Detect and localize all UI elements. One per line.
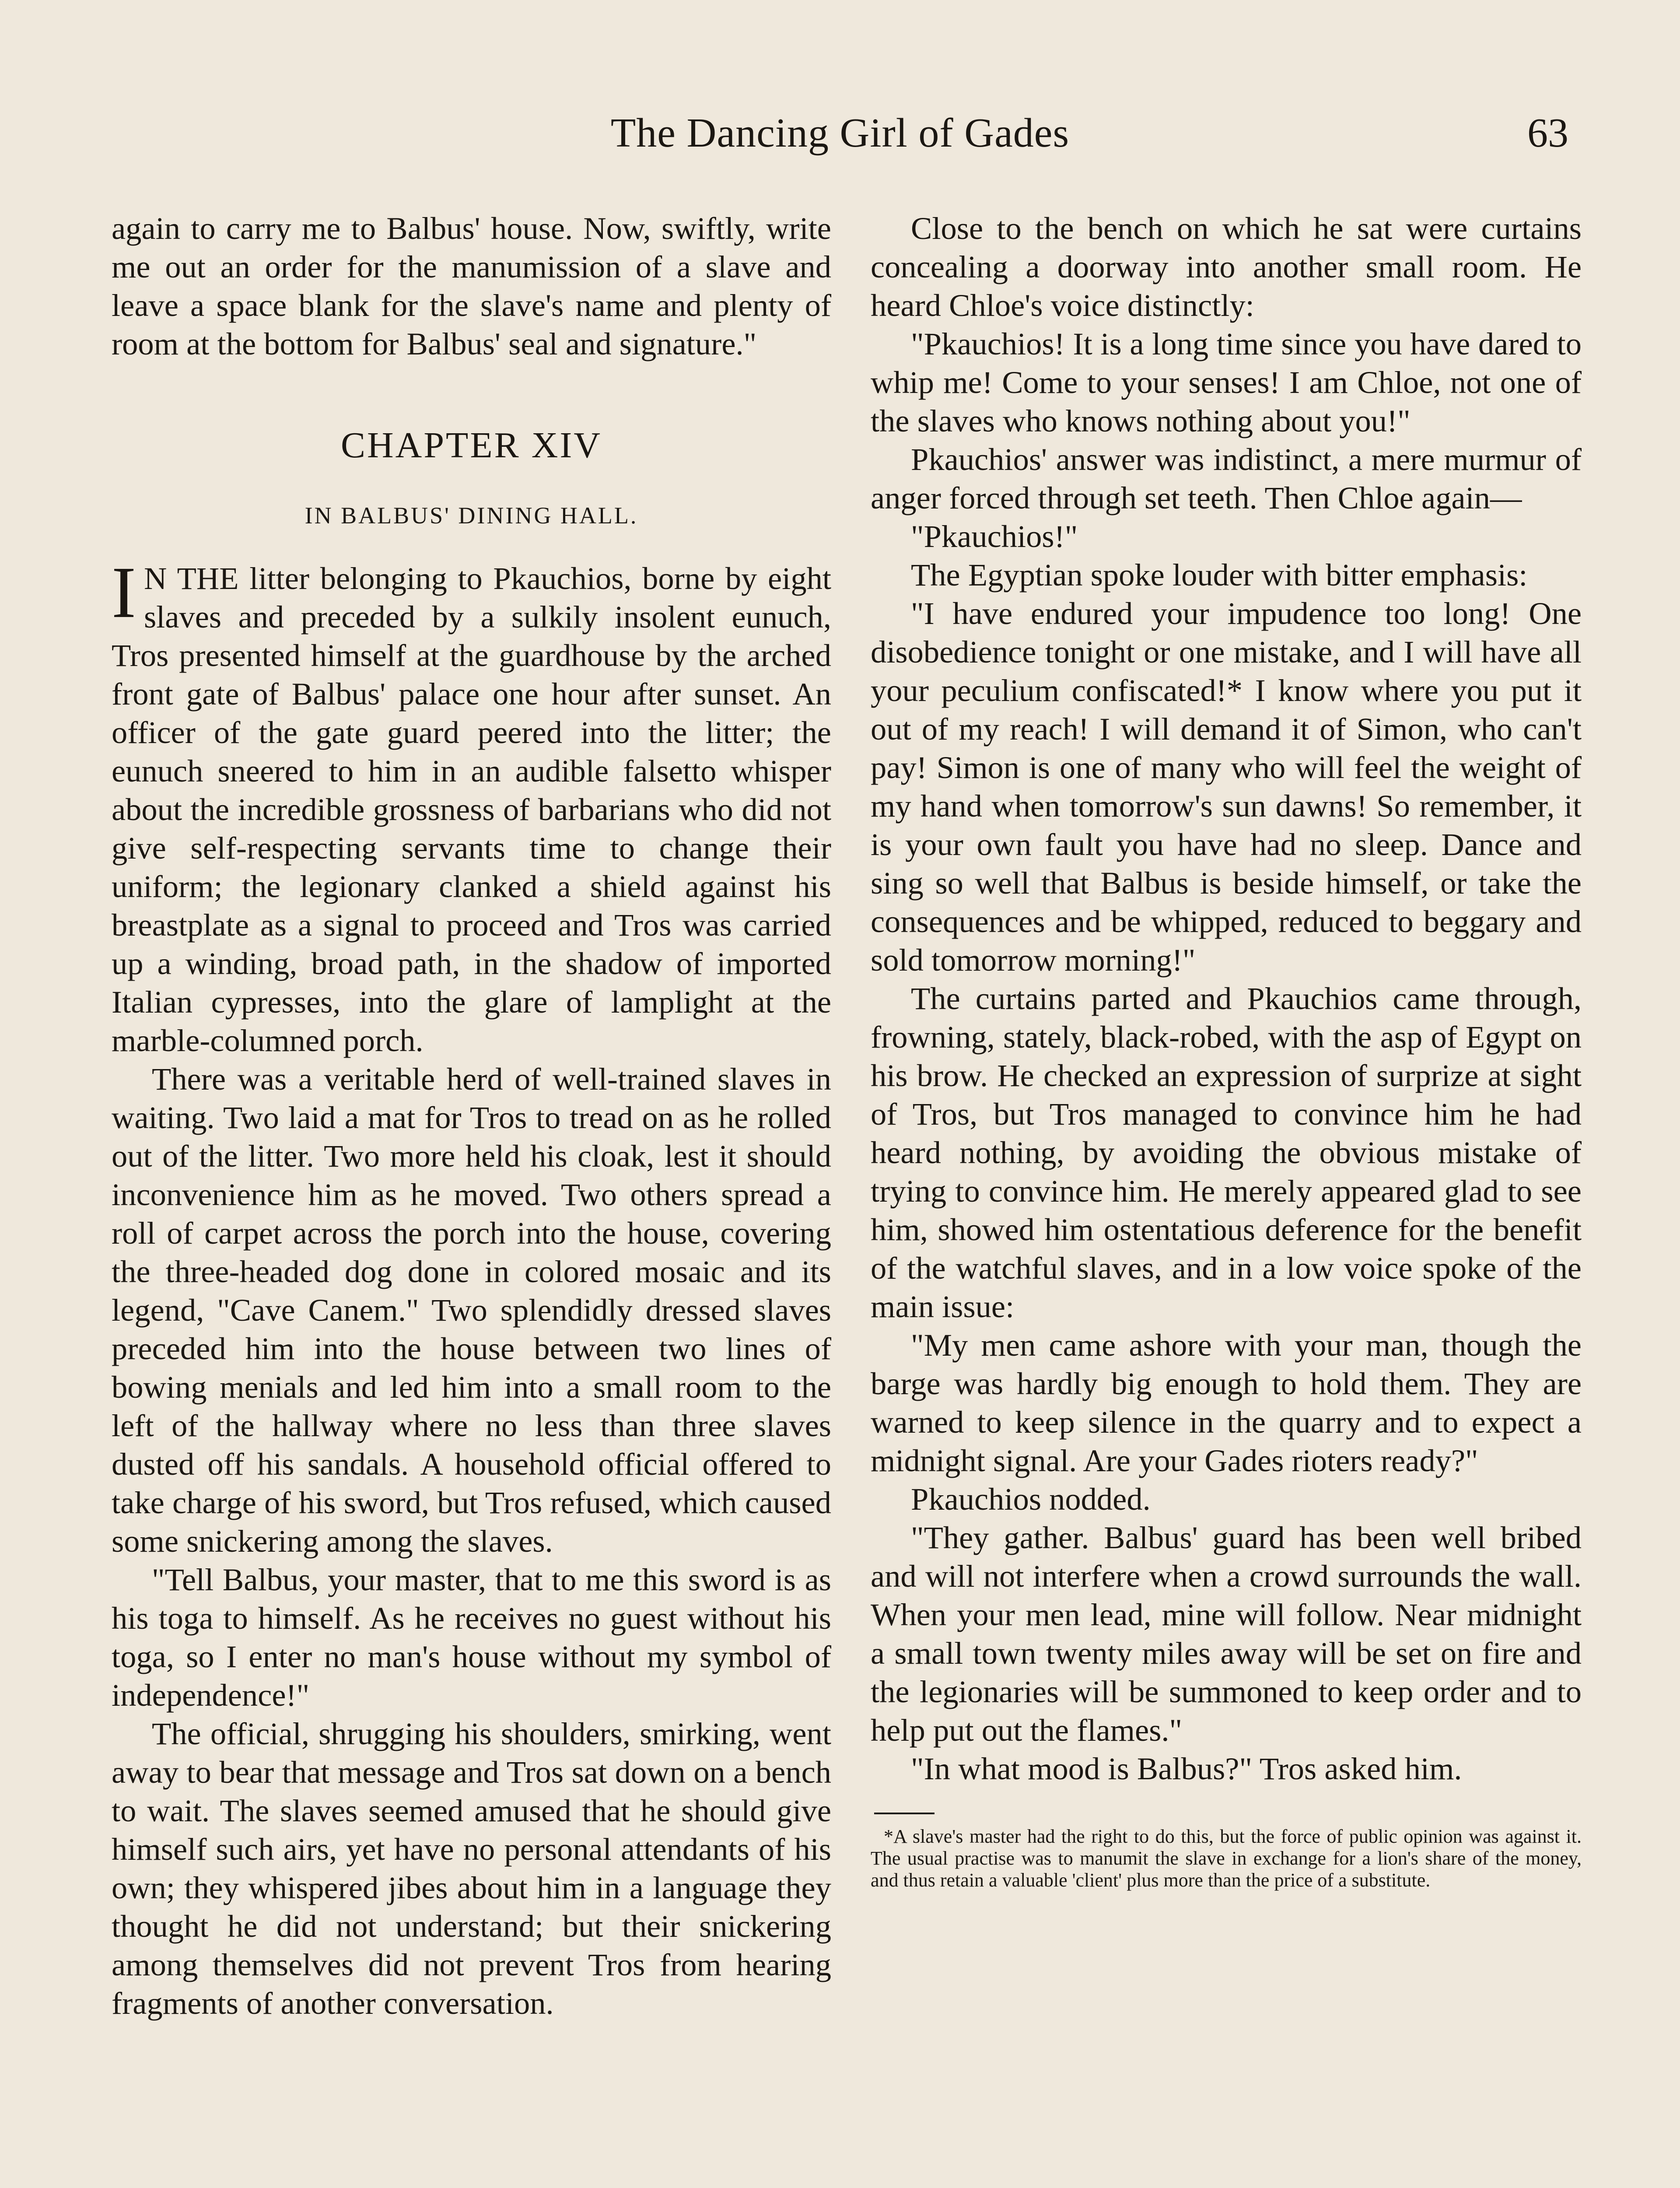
chapter-subtitle: IN BALBUS' DINING HALL. <box>304 502 638 529</box>
body-paragraph: "They gather. Balbus' guard has been well bribed and will not interfere when a crowd surrounds the wall. When your men lead, mine will follow. Near midnight a small town twenty miles away will be set on fire and the legionaries will be summoned to keep order and to help put out the flames." <box>871 1520 1582 1748</box>
chapter-first-paragraph <box>112 552 831 1060</box>
chapter-heading: CHAPTER XIV <box>340 425 602 466</box>
body-paragraph: Close to the bench on which he sat were curtains concealing a doorway into another small room. He heard Chloe's voice distinctly: <box>871 210 1582 323</box>
opening-paragraph: again to carry me to Balbus' house. Now, swiftly, write me out an order for the manumission of a slave and leave a space blank for the slave's name and plenty of room at the bottom for Balbus' seal and signature." <box>112 210 831 361</box>
first-paragraph-text: N THE litter belonging to Pkauchios, borne by eight slaves and preceded by a sulkily insolent eunuch, Tros presented himself at the guardhouse by the arched front gate of Balbus' palace one hour after sunset. An officer of the gate guard peered into the litter; the eunuch sneered to him in an audible falsetto whisper about the incredible grossness of barbarians who did not give self-respecting servants time to change their uniform; the legionary clanked a shield against his breastplate as a signal to proceed and Tros was carried up a winding, broad path, in the shadow of imported Italian cypresses, into the glare of lamplight at the marble-columned porch. <box>112 561 831 1058</box>
body-paragraph: Pkauchios nodded. <box>911 1481 1151 1517</box>
body-paragraph: "In what mood is Balbus?" Tros asked him. <box>911 1751 1462 1786</box>
running-header <box>0 105 1680 171</box>
body-paragraph: There was a veritable herd of well-trained slaves in waiting. Two laid a mat for Tros to tread on as he rolled out of the litter. Two more held his cloak, lest it should inconvenience him as he moved. Two others spread a roll of carpet across the porch into the house, covering the three-headed dog done in colored mosaic and its legend, "Cave Canem." Two splendidly dressed slaves preceded him into the house between two lines of bowing menials and led him into a small room to the left of the hallway where no less than three slaves dusted off his sandals. A household official offered to take charge of his sword, but Tros refused, which caused some snickering among the slaves. <box>112 1061 831 1559</box>
body-paragraph: "My men came ashore with your man, though the barge was hardly big enough to hold them. They are warned to keep silence in the quarry and to expect a midnight signal. Are your Gades rioters ready?" <box>871 1327 1582 1478</box>
body-paragraph: The official, shrugging his shoulders, smirking, went away to bear that message and Tros sat down on a bench to wait. The slaves seemed amused that he should give himself such airs, yet have no personal attendants of his own; they whispered jibes about him in a language they thought he did not understand; but their snickering among themselves did not prevent Tros from hearing fragments of another conversation. <box>112 1716 831 2021</box>
footnote: *A slave's master had the right to do this, but the force of public opinion was against it. The usual practise was to manumit the slave in exchange for a lion's share of the money, and thus retain a valuable 'client' plus more than the price of a substitute. <box>871 1826 1582 1891</box>
body-paragraph: Pkauchios' answer was indistinct, a mere murmur of anger forced through set teeth. Then Chloe again— <box>871 442 1582 515</box>
left-column <box>112 209 831 2023</box>
right-column <box>871 209 1582 1891</box>
body-paragraph: The Egyptian spoke louder with bitter emphasis: <box>911 557 1528 593</box>
body-paragraph: "Pkauchios! It is a long time since you have dared to whip me! Come to your senses! I am Chloe, not one of the slaves who knows nothing about you!" <box>871 326 1582 438</box>
body-paragraph: "Pkauchios!" <box>911 519 1078 554</box>
footnote-divider <box>874 1813 934 1814</box>
body-paragraph: "Tell Balbus, your master, that to me this sword is as his toga to himself. As he receives no guest without his toga, so I enter no man's house without my symbol of independence!" <box>112 1562 831 1713</box>
body-paragraph: "I have endured your impudence too long! One disobedience tonight or one mistake, and I will have all your peculium confiscated!* I know where you put it out of my reach! I will demand it of Simon, who can't pay! Simon is one of many who will feel the weight of my hand when tomorrow's sun dawns! So remember, it is your own fault you have had no sleep. Dance and sing so well that Balbus is beside himself, or take the consequences and be whipped, reduced to beggary and sold tomorrow morning!" <box>871 596 1582 978</box>
page-number: 63 <box>1527 110 1568 156</box>
drop-cap: I <box>112 552 136 633</box>
running-title: The Dancing Girl of Gades <box>610 110 1070 156</box>
body-paragraph: The curtains parted and Pkauchios came through, frowning, stately, black-robed, with the asp of Egypt on his brow. He checked an expression of surprize at sight of Tros, but Tros managed to convince him he had heard nothing, by avoiding the obvious mistake of trying to convince him. He merely appeared glad to see him, showed him ostentatious deference for the benefit of the watchful slaves, and in a low voice spoke of the main issue: <box>871 981 1582 1324</box>
